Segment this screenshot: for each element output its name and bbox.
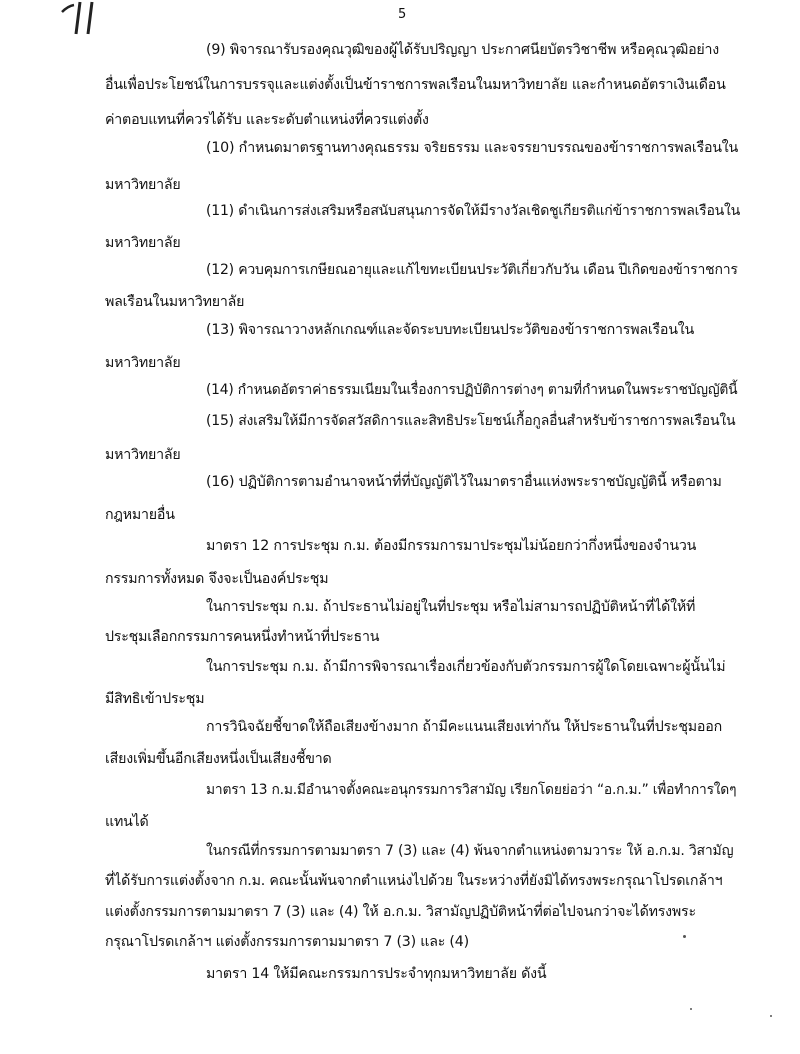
text-line: ที่ได้รับการแต่งตั้งจาก ก.ม. คณะนั้นพ้นจากตำแหน่งไปด้วย ในระหว่างที่ยังมิได้ทรงพระกรุณาโปรดเกล้าฯ <box>105 873 723 889</box>
text-line: การวินิจฉัยชี้ขาดให้ถือเสียงข้างมาก ถ้ามีคะแนนเสียงเท่ากัน ให้ประธานในที่ประชุมออก <box>206 719 722 735</box>
text-line: (16) ปฏิบัติการตามอำนาจหน้าที่ที่บัญญัติไว้ในมาตราอื่นแห่งพระราชบัญญัตินี้ หรือตาม <box>206 474 722 490</box>
text-line: (14) กำหนดอัตราค่าธรรมเนียมในเรื่องการปฏิบัติการต่างๆ ตามที่กำหนดในพระราชบัญญัตินี้ <box>206 382 738 398</box>
text-line: ในการประชุม ก.ม. ถ้ามีการพิจารณาเรื่องเกี่ยวข้องกับตัวกรรมการผู้ใดโดยเฉพาะผู้นั้นไม่ <box>206 659 726 675</box>
text-line: ประชุมเลือกกรรมการคนหนึ่งทำหน้าที่ประธาน <box>105 629 380 645</box>
text-line: กรรมการทั้งหมด จึงจะเป็นองค์ประชุม <box>105 571 329 587</box>
text-line: มหาวิทยาลัย <box>105 235 181 251</box>
scan-speck <box>690 1008 692 1010</box>
text-line: (10) กำหนดมาตรฐานทางคุณธรรม จริยธรรม และจรรยาบรรณของข้าราชการพลเรือนใน <box>206 140 739 156</box>
text-line: มหาวิทยาลัย <box>105 447 181 463</box>
text-line: แต่งตั้งกรรมการตามมาตรา 7 (3) และ (4) ให้ อ.ก.ม. วิสามัญปฏิบัติหน้าที่ต่อไปจนกว่าจะได้ทรงพระ <box>105 904 696 920</box>
handwritten-mark-icon <box>58 0 118 36</box>
text-line: มหาวิทยาลัย <box>105 355 181 371</box>
text-line: พลเรือนในมหาวิทยาลัย <box>105 294 245 310</box>
text-line: มาตรา 13 ก.ม.มีอำนาจตั้งคณะอนุกรรมการวิสามัญ เรียกโดยย่อว่า “อ.ก.ม.” เพื่อทำการใดๆ <box>206 782 737 798</box>
scan-speck <box>770 1015 772 1017</box>
text-line: ค่าตอบแทนที่ควรได้รับ และระดับตำแหน่งที่ควรแต่งตั้ง <box>105 112 429 128</box>
text-line: (13) พิจารณาวางหลักเกณฑ์และจัดระบบทะเบียนประวัติของข้าราชการพลเรือนใน <box>206 322 694 338</box>
text-line: มาตรา 12 การประชุม ก.ม. ต้องมีกรรมการมาประชุมไม่น้อยกว่ากึ่งหนึ่งของจำนวน <box>206 538 697 554</box>
text-line: มาตรา 14 ให้มีคณะกรรมการประจำทุกมหาวิทยาลัย ดังนี้ <box>206 966 547 982</box>
text-line: มหาวิทยาลัย <box>105 177 181 193</box>
text-line: กรุณาโปรดเกล้าฯ แต่งตั้งกรรมการตามมาตรา 7 (3) และ (4) <box>105 934 469 950</box>
text-line: (12) ควบคุมการเกษียณอายุและแก้ไขทะเบียนประวัติเกี่ยวกับวัน เดือน ปีเกิดของข้าราชการ <box>206 262 738 278</box>
text-line: เสียงเพิ่มขึ้นอีกเสียงหนึ่งเป็นเสียงชี้ขาด <box>105 751 332 767</box>
scan-speck <box>683 935 686 938</box>
text-line: ในการประชุม ก.ม. ถ้าประธานไม่อยู่ในที่ประชุม หรือไม่สามารถปฏิบัติหน้าที่ได้ให้ที่ <box>206 599 696 615</box>
text-line: กฎหมายอื่น <box>105 507 175 523</box>
text-line: ในกรณีที่กรรมการตามมาตรา 7 (3) และ (4) พ้นจากตำแหน่งตามวาระ ให้ อ.ก.ม. วิสามัญ <box>206 843 734 859</box>
text-line: แทนได้ <box>105 814 149 830</box>
page-number: 5 <box>398 7 407 22</box>
text-line: (9) พิจารณารับรองคุณวุฒิของผู้ได้รับปริญญา ประกาศนียบัตรวิชาชีพ หรือคุณวุฒิอย่าง <box>206 42 720 58</box>
text-line: อื่นเพื่อประโยชน์ในการบรรจุและแต่งตั้งเป็นข้าราชการพลเรือนในมหาวิทยาลัย และกำหนดอัตราเงินเดือน <box>105 77 726 93</box>
text-line: มีสิทธิเข้าประชุม <box>105 691 205 707</box>
text-line: (11) ดำเนินการส่งเสริมหรือสนับสนุนการจัดให้มีรางวัลเชิดชูเกียรติแก่ข้าราชการพลเรือนใน <box>206 203 741 219</box>
text-line: (15) ส่งเสริมให้มีการจัดสวัสดิการและสิทธิประโยชน์เกื้อกูลอื่นสำหรับข้าราชการพลเรือนใน <box>206 413 736 429</box>
